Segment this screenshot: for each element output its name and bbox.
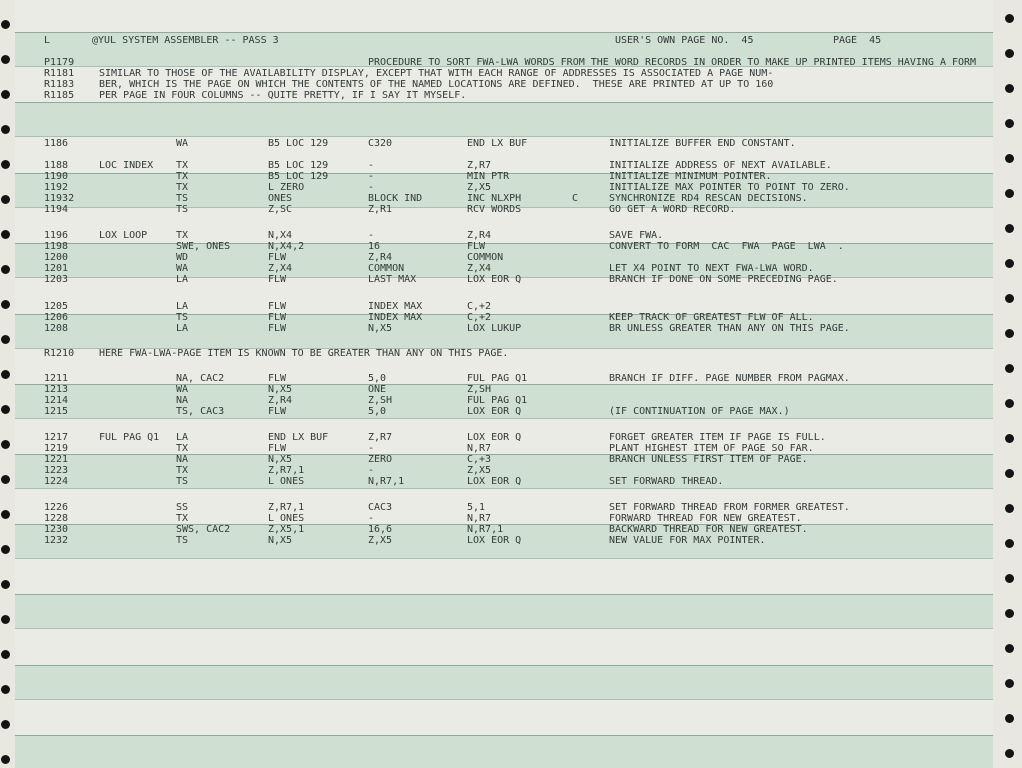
line-target-field: LOX EOR Q bbox=[467, 406, 522, 417]
line-operand-field: Z,R1 bbox=[368, 204, 393, 215]
page-header bbox=[0, 35, 993, 47]
line-comment: SYNCHRONIZE RD4 RESCAN DECISIONS. bbox=[609, 193, 808, 204]
line-target-field: Z,X5 bbox=[467, 465, 492, 476]
tractor-hole bbox=[1, 615, 10, 624]
line-sequence-number: 1211 bbox=[44, 373, 69, 384]
line-comment: NEW VALUE FOR MAX POINTER. bbox=[609, 535, 766, 546]
line-operand-field: INDEX MAX bbox=[368, 312, 423, 323]
line-address-field: Z,R7,1 bbox=[268, 465, 305, 476]
line-operation-field: TX bbox=[176, 465, 189, 476]
line-operation-field: WA bbox=[176, 384, 189, 395]
listing-line bbox=[0, 90, 993, 102]
line-operation-field: TS bbox=[176, 312, 189, 323]
line-target-field: N,R7,1 bbox=[467, 524, 504, 535]
line-address-field: FLW bbox=[268, 252, 287, 263]
line-address-field: L ZERO bbox=[268, 182, 305, 193]
line-comment: BRANCH IF DIFF. PAGE NUMBER FROM PAGMAX. bbox=[609, 373, 850, 384]
line-address-field: Z,R4 bbox=[268, 395, 293, 406]
line-address-field: N,X5 bbox=[268, 454, 293, 465]
line-target-field: Z,R4 bbox=[467, 230, 492, 241]
line-operation-field: TS bbox=[176, 193, 189, 204]
line-sequence-number: 1200 bbox=[44, 252, 69, 263]
listing-line bbox=[0, 535, 993, 547]
line-sequence-number: R1183 bbox=[44, 79, 75, 90]
header-page-number: PAGE 45 bbox=[833, 35, 882, 46]
line-target-field: C,+2 bbox=[467, 312, 492, 323]
line-sequence-number: 1221 bbox=[44, 454, 69, 465]
tractor-hole bbox=[1005, 224, 1014, 233]
line-address-field: B5 LOC 129 bbox=[268, 138, 329, 149]
tractor-hole bbox=[1, 650, 10, 659]
line-sequence-number: 11932 bbox=[44, 193, 75, 204]
line-target-field: MIN PTR bbox=[467, 171, 510, 182]
line-operation-field: TX bbox=[176, 182, 189, 193]
line-sequence-number: R1210 bbox=[44, 348, 75, 359]
line-sequence-number: 1192 bbox=[44, 182, 69, 193]
tractor-hole bbox=[1005, 749, 1014, 758]
line-target-field: N,R7 bbox=[467, 443, 492, 454]
line-sequence-number: 1186 bbox=[44, 138, 69, 149]
line-location-field: BER, WHICH IS THE PAGE ON WHICH THE CONTENTS OF THE NAMED LOCATIONS ARE DEFINED. THESE ARE PRINTED AT UP TO 160 bbox=[99, 79, 774, 90]
line-target-field: LOX EOR Q bbox=[467, 274, 522, 285]
line-address-field: FLW bbox=[268, 373, 287, 384]
tractor-hole bbox=[1, 125, 10, 134]
line-operand-field: INDEX MAX bbox=[368, 301, 423, 312]
line-operand-field: 5,0 bbox=[368, 373, 387, 384]
line-operation-field: NA bbox=[176, 454, 189, 465]
line-comment: PLANT HIGHEST ITEM OF PAGE SO FAR. bbox=[609, 443, 814, 454]
line-address-field: FLW bbox=[268, 323, 287, 334]
line-address-field: L ONES bbox=[268, 513, 305, 524]
line-operation-field: TX bbox=[176, 230, 189, 241]
line-operand-field: CAC3 bbox=[368, 502, 393, 513]
line-operand-field: - bbox=[368, 171, 375, 182]
line-operand-field: N,X5 bbox=[368, 323, 393, 334]
line-operand-field: BLOCK IND bbox=[368, 193, 423, 204]
header-title: @YUL SYSTEM ASSEMBLER -- PASS 3 bbox=[92, 35, 279, 46]
line-sequence-number: 1217 bbox=[44, 432, 69, 443]
line-sequence-number: R1185 bbox=[44, 90, 75, 101]
tractor-hole bbox=[1005, 434, 1014, 443]
line-address-field: N,X4,2 bbox=[268, 241, 305, 252]
listing-line bbox=[0, 204, 993, 216]
line-sequence-number: 1226 bbox=[44, 502, 69, 513]
line-operand-field: Z,X5 bbox=[368, 535, 393, 546]
header-marker: L bbox=[44, 35, 51, 46]
listing-line bbox=[0, 323, 993, 335]
listing-line bbox=[0, 138, 993, 150]
tractor-hole bbox=[1005, 679, 1014, 688]
line-location-field: PER PAGE IN FOUR COLUMNS -- QUITE PRETTY, IF I SAY IT MYSELF. bbox=[99, 90, 467, 101]
line-target-field: LOX LUKUP bbox=[467, 323, 522, 334]
line-operand-field: Z,R4 bbox=[368, 252, 393, 263]
line-operand-field: - bbox=[368, 230, 375, 241]
line-sequence-number: R1181 bbox=[44, 68, 75, 79]
line-comment: INITIALIZE MAX POINTER TO POINT TO ZERO. bbox=[609, 182, 850, 193]
line-operand-field: 16 bbox=[368, 241, 381, 252]
line-sequence-number: 1214 bbox=[44, 395, 69, 406]
tractor-hole bbox=[1005, 49, 1014, 58]
line-address-field: N,X5 bbox=[268, 384, 293, 395]
line-location-field: HERE FWA-LWA-PAGE ITEM IS KNOWN TO BE GREATER THAN ANY ON THIS PAGE. bbox=[99, 348, 509, 359]
line-comment: BACKWARD THREAD FOR NEW GREATEST. bbox=[609, 524, 808, 535]
line-target-field: FUL PAG Q1 bbox=[467, 395, 528, 406]
line-operand-field: PROCEDURE TO SORT FWA-LWA WORDS FROM THE WORD RECORDS IN ORDER TO MAKE UP PRINTED ITEMS HAVING A FORM bbox=[368, 57, 977, 68]
line-sequence-number: 1219 bbox=[44, 443, 69, 454]
tractor-hole bbox=[1, 20, 10, 29]
line-target-field: N,R7 bbox=[467, 513, 492, 524]
tractor-hole bbox=[1005, 119, 1014, 128]
line-operation-field: TS bbox=[176, 204, 189, 215]
line-sequence-number: 1223 bbox=[44, 465, 69, 476]
tractor-hole bbox=[1005, 539, 1014, 548]
line-address-field: B5 LOC 129 bbox=[268, 171, 329, 182]
tractor-hole bbox=[1, 580, 10, 589]
line-operation-field: TX bbox=[176, 513, 189, 524]
line-sequence-number: P1179 bbox=[44, 57, 75, 68]
line-operation-field: SWS, CAC2 bbox=[176, 524, 231, 535]
line-operand-field: - bbox=[368, 182, 375, 193]
line-operation-field: SWE, ONES bbox=[176, 241, 231, 252]
line-address-field: Z,R7,1 bbox=[268, 502, 305, 513]
line-address-field: B5 LOC 129 bbox=[268, 160, 329, 171]
line-operand-field: Z,R7 bbox=[368, 432, 393, 443]
greenbar-band bbox=[15, 665, 993, 700]
tractor-hole bbox=[1005, 609, 1014, 618]
line-operation-field: TX bbox=[176, 443, 189, 454]
line-location-field: LOX LOOP bbox=[99, 230, 148, 241]
line-sequence-number: 1196 bbox=[44, 230, 69, 241]
line-address-field: N,X5 bbox=[268, 535, 293, 546]
tractor-hole bbox=[1005, 84, 1014, 93]
line-comment: INITIALIZE ADDRESS OF NEXT AVAILABLE. bbox=[609, 160, 832, 171]
line-sequence-number: 1224 bbox=[44, 476, 69, 487]
line-sequence-number: 1194 bbox=[44, 204, 69, 215]
line-operation-field: TX bbox=[176, 171, 189, 182]
listing-line bbox=[0, 274, 993, 286]
tractor-hole bbox=[1005, 399, 1014, 408]
tractor-hole bbox=[1, 720, 10, 729]
line-address-field: Z,SC bbox=[268, 204, 293, 215]
line-operation-field: LA bbox=[176, 274, 189, 285]
line-sequence-number: 1228 bbox=[44, 513, 69, 524]
tractor-hole bbox=[1005, 504, 1014, 513]
line-sequence-number: 1201 bbox=[44, 263, 69, 274]
line-address-field: Z,X4 bbox=[268, 263, 293, 274]
line-operation-field: TS bbox=[176, 535, 189, 546]
line-sequence-number: 1215 bbox=[44, 406, 69, 417]
line-comment: INITIALIZE BUFFER END CONSTANT. bbox=[609, 138, 796, 149]
line-address-field: L ONES bbox=[268, 476, 305, 487]
line-operand-field: COMMON bbox=[368, 263, 405, 274]
line-operation-field: NA, CAC2 bbox=[176, 373, 225, 384]
line-address-field: END LX BUF bbox=[268, 432, 329, 443]
line-address-field: Z,X5,1 bbox=[268, 524, 305, 535]
listing-line bbox=[0, 406, 993, 418]
tractor-hole bbox=[1005, 14, 1014, 23]
line-target-field: FLW bbox=[467, 241, 486, 252]
line-address-field: N,X4 bbox=[268, 230, 293, 241]
line-address-field: ONES bbox=[268, 193, 293, 204]
line-comment: FORGET GREATER ITEM IF PAGE IS FULL. bbox=[609, 432, 826, 443]
tractor-hole bbox=[1005, 574, 1014, 583]
tractor-hole bbox=[1, 755, 10, 764]
tractor-hole bbox=[1005, 154, 1014, 163]
line-address-field: FLW bbox=[268, 274, 287, 285]
line-comment: SET FORWARD THREAD. bbox=[609, 476, 724, 487]
header-user-page: USER'S OWN PAGE NO. 45 bbox=[615, 35, 754, 46]
line-sequence-number: 1230 bbox=[44, 524, 69, 535]
line-address-field: FLW bbox=[268, 301, 287, 312]
line-target-field: LOX EOR Q bbox=[467, 476, 522, 487]
line-operand-field: N,R7,1 bbox=[368, 476, 405, 487]
line-comment: GO GET A WORD RECORD. bbox=[609, 204, 736, 215]
listing-line bbox=[0, 348, 993, 360]
line-target-field: RCV WORDS bbox=[467, 204, 522, 215]
tractor-hole bbox=[1005, 329, 1014, 338]
listing-line bbox=[0, 476, 993, 488]
line-location-field: SIMILAR TO THOSE OF THE AVAILABILITY DISPLAY, EXCEPT THAT WITH EACH RANGE OF ADDRESSES IS ASSOCIATED A PAGE NUM- bbox=[99, 68, 774, 79]
line-operation-field: TS, CAC3 bbox=[176, 406, 225, 417]
line-target-field: C,+3 bbox=[467, 454, 492, 465]
line-operand-field: - bbox=[368, 465, 375, 476]
line-comment: CONVERT TO FORM CAC FWA PAGE LWA . bbox=[609, 241, 844, 252]
line-operation-field: WA bbox=[176, 138, 189, 149]
line-sequence-number: 1190 bbox=[44, 171, 69, 182]
tractor-hole bbox=[1005, 294, 1014, 303]
line-operand-field: ONE bbox=[368, 384, 387, 395]
line-operand-field: C320 bbox=[368, 138, 393, 149]
tractor-hole bbox=[1005, 364, 1014, 373]
line-target-field: Z,X5 bbox=[467, 182, 492, 193]
line-operation-field: TS bbox=[176, 476, 189, 487]
line-sequence-number: 1205 bbox=[44, 301, 69, 312]
line-operation-field: SS bbox=[176, 502, 189, 513]
line-sequence-number: 1198 bbox=[44, 241, 69, 252]
line-address-field: FLW bbox=[268, 443, 287, 454]
line-sequence-number: 1203 bbox=[44, 274, 69, 285]
line-flag-field: C bbox=[572, 193, 579, 204]
line-operation-field: WD bbox=[176, 252, 189, 263]
line-operation-field: TX bbox=[176, 160, 189, 171]
line-operand-field: - bbox=[368, 160, 375, 171]
line-location-field: FUL PAG Q1 bbox=[99, 432, 160, 443]
line-target-field: Z,SH bbox=[467, 384, 492, 395]
line-address-field: FLW bbox=[268, 312, 287, 323]
line-operation-field: LA bbox=[176, 432, 189, 443]
line-target-field: LOX EOR Q bbox=[467, 432, 522, 443]
line-operation-field: NA bbox=[176, 395, 189, 406]
line-sequence-number: 1206 bbox=[44, 312, 69, 323]
line-target-field: END LX BUF bbox=[467, 138, 528, 149]
line-comment: SET FORWARD THREAD FROM FORMER GREATEST. bbox=[609, 502, 850, 513]
line-target-field: INC NLXPH bbox=[467, 193, 522, 204]
tractor-hole bbox=[1005, 469, 1014, 478]
greenbar-band bbox=[15, 735, 993, 768]
line-sequence-number: 1213 bbox=[44, 384, 69, 395]
line-location-field: LOC INDEX bbox=[99, 160, 154, 171]
tractor-hole bbox=[1, 685, 10, 694]
line-comment: FORWARD THREAD FOR NEW GREATEST. bbox=[609, 513, 802, 524]
line-comment: BRANCH IF DONE ON SOME PRECEDING PAGE. bbox=[609, 274, 838, 285]
line-sequence-number: 1208 bbox=[44, 323, 69, 334]
line-target-field: LOX EOR Q bbox=[467, 535, 522, 546]
line-target-field: Z,X4 bbox=[467, 263, 492, 274]
tractor-hole bbox=[1005, 259, 1014, 268]
tractor-hole bbox=[1, 335, 10, 344]
line-comment: INITIALIZE MINIMUM POINTER. bbox=[609, 171, 772, 182]
line-target-field: COMMON bbox=[467, 252, 504, 263]
line-operation-field: LA bbox=[176, 301, 189, 312]
line-operand-field: 16,6 bbox=[368, 524, 393, 535]
tractor-hole bbox=[1005, 189, 1014, 198]
tractor-hole bbox=[1005, 644, 1014, 653]
line-sequence-number: 1232 bbox=[44, 535, 69, 546]
line-target-field: FUL PAG Q1 bbox=[467, 373, 528, 384]
line-target-field: C,+2 bbox=[467, 301, 492, 312]
line-comment: BRANCH UNLESS FIRST ITEM OF PAGE. bbox=[609, 454, 808, 465]
line-comment: BR UNLESS GREATER THAN ANY ON THIS PAGE. bbox=[609, 323, 850, 334]
tractor-hole bbox=[1005, 714, 1014, 723]
line-comment: LET X4 POINT TO NEXT FWA-LWA WORD. bbox=[609, 263, 814, 274]
line-operand-field: LAST MAX bbox=[368, 274, 417, 285]
line-target-field: Z,R7 bbox=[467, 160, 492, 171]
line-operand-field: - bbox=[368, 443, 375, 454]
line-address-field: FLW bbox=[268, 406, 287, 417]
line-operation-field: WA bbox=[176, 263, 189, 274]
line-comment: SAVE FWA. bbox=[609, 230, 664, 241]
line-sequence-number: 1188 bbox=[44, 160, 69, 171]
line-operand-field: ZERO bbox=[368, 454, 393, 465]
line-operand-field: Z,SH bbox=[368, 395, 393, 406]
line-target-field: 5,1 bbox=[467, 502, 486, 513]
line-operation-field: LA bbox=[176, 323, 189, 334]
greenbar-band bbox=[15, 102, 993, 137]
line-comment: KEEP TRACK OF GREATEST FLW OF ALL. bbox=[609, 312, 814, 323]
line-comment: (IF CONTINUATION OF PAGE MAX.) bbox=[609, 406, 790, 417]
line-operand-field: 5,0 bbox=[368, 406, 387, 417]
greenbar-band bbox=[15, 594, 993, 629]
line-operand-field: - bbox=[368, 513, 375, 524]
